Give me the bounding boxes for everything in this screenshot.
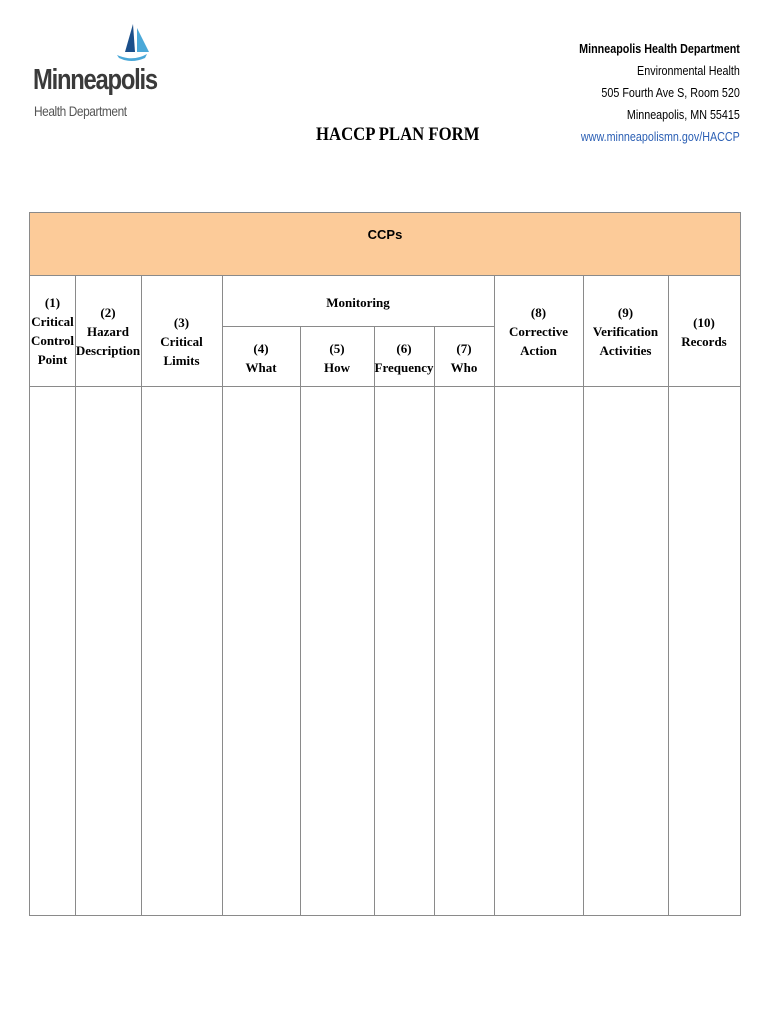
monitoring-header: Monitoring [326, 295, 390, 310]
haccp-table [29, 212, 741, 916]
logo-subtitle: Health Department [34, 103, 127, 119]
header-hazard-description: (2) Hazard Description [75, 305, 141, 358]
logo-name: Minneapolis [33, 64, 157, 96]
logo [33, 22, 157, 122]
sail-logo-icon [111, 22, 151, 70]
header-verification-activities: (9) Verification Activities [592, 305, 659, 358]
contact-url-link[interactable]: www.minneapolismn.gov/HACCP [581, 130, 740, 144]
entry-area[interactable] [30, 387, 740, 915]
contact-city: Minneapolis, MN 55415 [627, 108, 740, 122]
header-critical-limits: (3) Critical Limits [160, 315, 203, 368]
header-how: (5) How [324, 341, 350, 375]
header-what: (4) What [245, 341, 277, 375]
header-records: (10) Records [681, 315, 727, 349]
contact-address: 505 Fourth Ave S, Room 520 [601, 86, 740, 100]
header-critical-control-point: (1) Critical Control Point [30, 295, 75, 367]
contact-org: Minneapolis Health Department [579, 42, 740, 56]
monitoring-divider [222, 326, 494, 327]
ccps-band [30, 213, 740, 276]
header-who: (7) Who [450, 341, 478, 375]
contact-division: Environmental Health [637, 64, 740, 78]
header-corrective-action: (8) Corrective Action [509, 305, 568, 358]
contact-block [579, 38, 740, 148]
ccps-label: CCPs [367, 227, 403, 242]
header-frequency: (6) Frequency [374, 341, 434, 375]
page-title: HACCP PLAN FORM [316, 124, 480, 145]
